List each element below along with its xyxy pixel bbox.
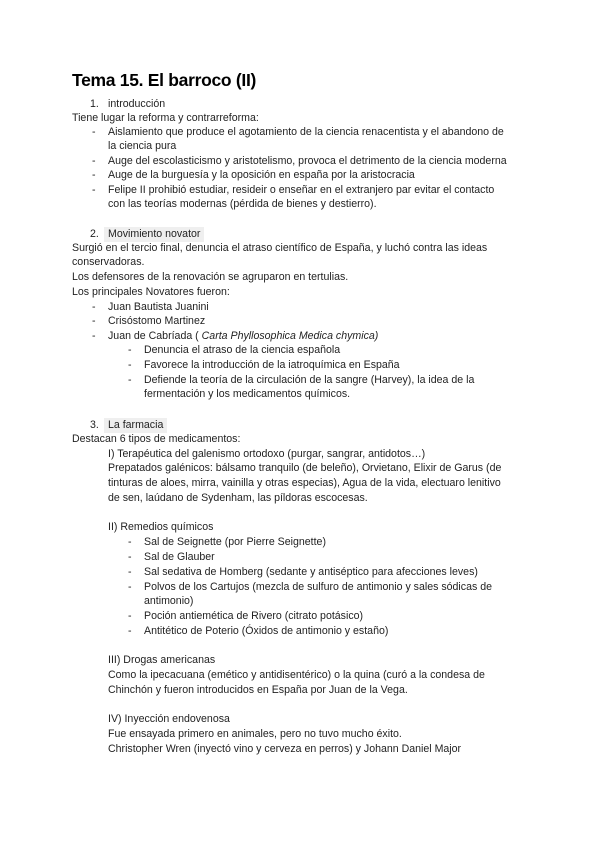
bullet-dash: - xyxy=(92,330,96,342)
injection-label: IV) Inyección endovenosa xyxy=(108,713,230,725)
chemical-item-3: Sal sedativa de Homberg (sedante y antiséptico para afecciones leves) xyxy=(144,566,478,578)
chemical-item-4-cont: antimonio) xyxy=(144,595,194,607)
section-1-bullet-4: Felipe II prohibió estudiar, resideir o enseñar en el extranjero par evitar el contacto xyxy=(108,184,495,196)
galenic-text-2: tinturas de aloes, mirra, vainilla y otras especias), Agua de la vida, electuaro lenitivo xyxy=(108,477,501,489)
novator-martinez: Crisóstomo Martinez xyxy=(108,315,206,327)
novator-juanini: Juan Bautista Juanini xyxy=(108,301,209,313)
section-2-para-1: Surgió en el tercio final, denuncia el atraso científico de España, y luchó contra las ideas xyxy=(72,242,488,254)
cabriada-name: Juan de Cabríada ( xyxy=(108,330,199,342)
bullet-dash: - xyxy=(92,155,96,167)
section-3-heading: La farmacia xyxy=(104,418,167,433)
cabriada-point-1: Denuncia el atraso de la ciencia española xyxy=(144,344,341,356)
section-1-bullet-1-cont: la ciencia pura xyxy=(108,140,177,152)
injection-text-2: Christopher Wren (inyectó vino y cerveza en perros) y Johann Daniel Major xyxy=(108,743,462,755)
bullet-dash: - xyxy=(128,551,132,563)
cabriada-point-3-cont: fermentación y los medicamentos químicos. xyxy=(144,388,351,400)
american-text-1: Como la ipecacuana (emético y antidisentérico) o la quina (curó a la condesa de xyxy=(108,669,485,681)
bullet-dash: - xyxy=(92,169,96,181)
section-2-para-3: Los defensores de la renovación se agruparon en tertulias. xyxy=(72,271,349,283)
bullet-dash: - xyxy=(92,184,96,196)
bullet-dash: - xyxy=(128,610,132,622)
section-1-bullet-2: Auge del escolasticismo y aristotelismo, provoca el detrimento de la ciencia moderna xyxy=(108,155,507,167)
section-3-intro: Destacan 6 tipos de medicamentos: xyxy=(72,433,241,445)
section-1-intro: Tiene lugar la reforma y contrarreforma: xyxy=(72,112,259,124)
bullet-dash: - xyxy=(128,359,132,371)
cabriada-point-2: Favorece la introducción de la iatroquímica en España xyxy=(144,359,400,371)
american-text-2: Chinchón y fueron introducidos en España por Juan de la Vega. xyxy=(108,684,408,696)
galenic-text-1: Prepatados galénicos: bálsamo tranquilo (de beleño), Orvietano, Elixir de Garus (de xyxy=(108,462,502,474)
bullet-dash: - xyxy=(92,315,96,327)
cabriada-work: Carta Phyllosophica Medica chymica) xyxy=(201,330,379,342)
injection-text-1: Fue ensayada primero en animales, pero no tuvo mucho éxito. xyxy=(108,728,402,740)
section-2-para-2: conservadoras. xyxy=(72,256,145,268)
bullet-dash: - xyxy=(128,374,132,386)
cabriada-point-3: Defiende la teoría de la circulación de la sangre (Harvey), la idea de la xyxy=(144,374,475,386)
section-1-bullet-4-cont: con las teorías modernas (pérdida de bienes y destierro). xyxy=(108,198,377,210)
galenic-text-3: de sen, laúdano de Sydenham, las píldoras escocesas. xyxy=(108,492,368,504)
chemical-label: II) Remedios químicos xyxy=(108,521,214,533)
bullet-dash: - xyxy=(128,625,132,637)
page-title: Tema 15. El barroco (II) xyxy=(72,70,257,90)
section-2-number: 2. xyxy=(90,228,99,240)
chemical-item-1: Sal de Seignette (por Pierre Seignette) xyxy=(144,536,326,548)
american-label: III) Drogas americanas xyxy=(108,654,216,666)
section-1-bullet-3: Auge de la burguesía y la oposición en españa por la aristocracia xyxy=(108,169,415,181)
section-1-heading: introducción xyxy=(108,98,166,110)
bullet-dash: - xyxy=(92,301,96,313)
section-2-para-4: Los principales Novatores fueron: xyxy=(72,286,230,298)
section-2-heading: Movimiento novator xyxy=(104,227,204,242)
galenic-label: I) Terapéutica del galenismo ortodoxo (purgar, sangrar, antidotos…) xyxy=(108,448,426,460)
bullet-dash: - xyxy=(128,344,132,356)
chemical-item-4: Polvos de los Cartujos (mezcla de sulfuro de antimonio y sales sódicas de xyxy=(144,581,493,593)
section-1-bullet-1: Aislamiento que produce el agotamiento de la ciencia renacentista y el abandono de xyxy=(108,126,504,138)
section-1-number: 1. xyxy=(90,98,99,110)
novator-cabriada xyxy=(108,329,378,344)
bullet-dash: - xyxy=(128,581,132,593)
chemical-item-5: Poción antiemética de Rivero (citrato potásico) xyxy=(144,610,364,622)
bullet-dash: - xyxy=(128,566,132,578)
chemical-item-2: Sal de Glauber xyxy=(144,551,215,563)
chemical-item-6: Antitético de Poterio (Óxidos de antimonio y estaño) xyxy=(144,625,389,637)
section-3-number: 3. xyxy=(90,419,99,431)
bullet-dash: - xyxy=(92,126,96,138)
bullet-dash: - xyxy=(128,536,132,548)
